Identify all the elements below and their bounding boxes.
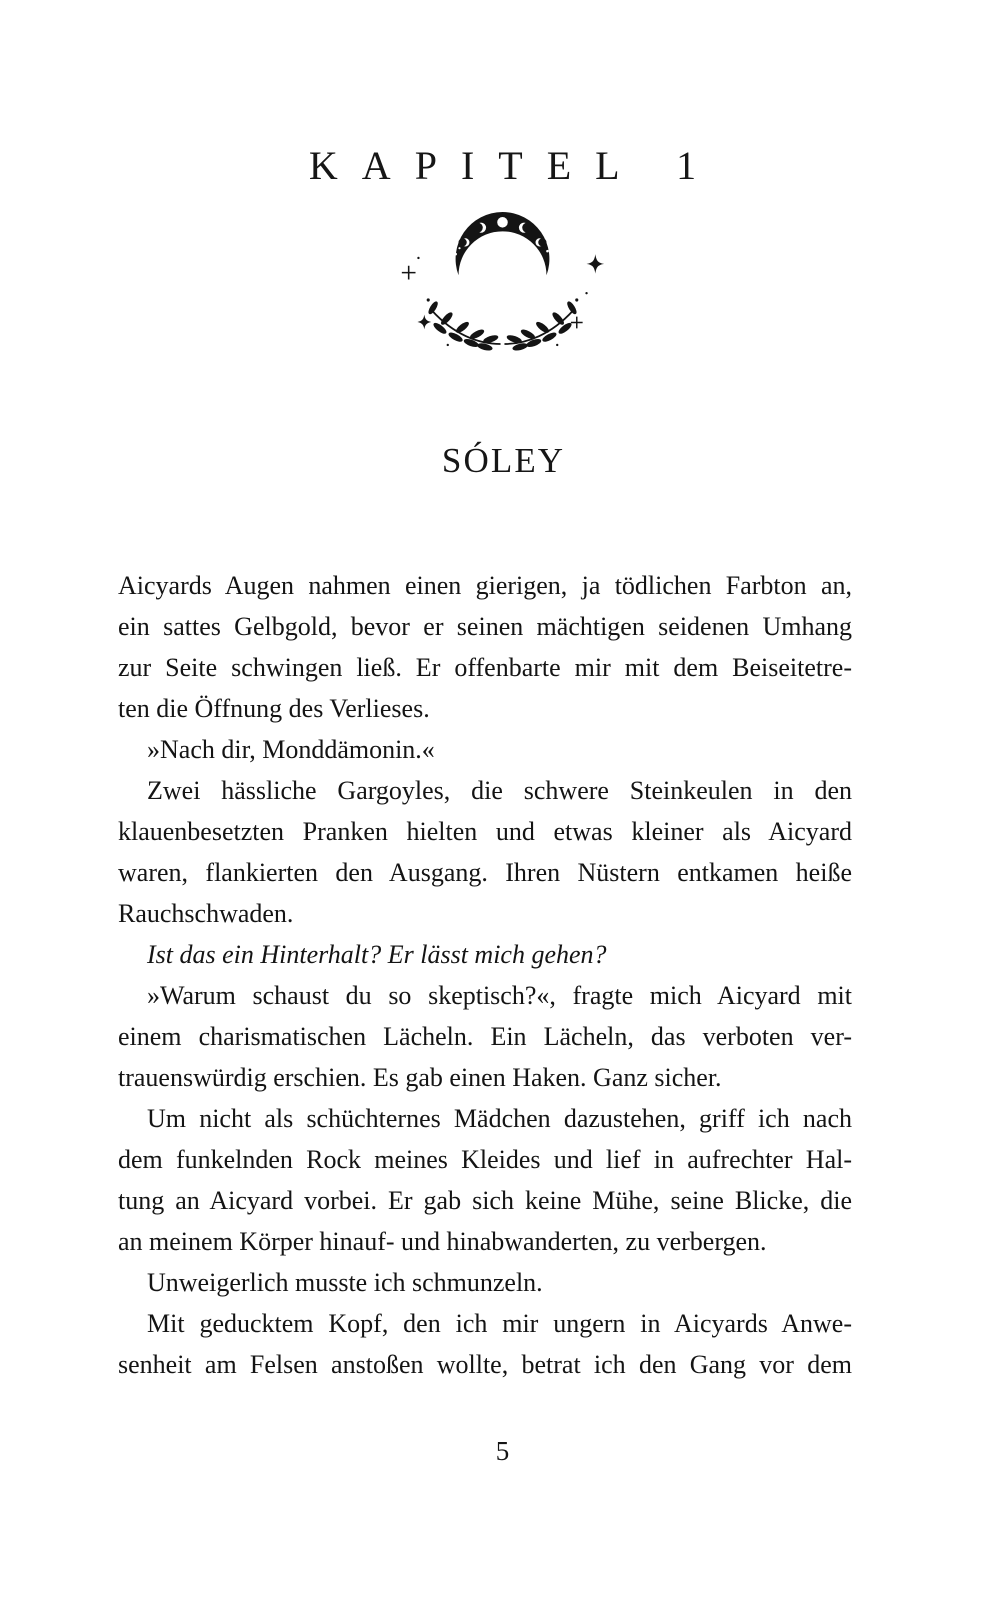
text-line: Mit geducktem Kopf, den ich mir ungern in Aicyards Anwe- [147,1309,852,1338]
laurel-branch-right-icon [504,298,578,351]
ornament-svg [395,205,610,352]
text-line: ein sattes Gelbgold, bevor er seinen mächtigen seidenen Umhang [118,612,852,641]
text-line: »Warum schaust du so skeptisch?«, fragte mich Aicyard mit [147,981,852,1010]
text-line: Ist das ein Hinterhalt? Er lässt mich gehen? [147,940,607,969]
text-line: Rauchschwaden. [118,899,294,928]
chapter-heading: KAPITEL 1 [308,143,721,188]
sparkle-plus-right-icon [571,317,583,329]
text-line: »Nach dir, Monddämonin.« [147,735,435,764]
text-line: Zwei hässliche Gargoyles, die schwere Steinkeulen in den [147,776,852,805]
sparkle-plus-left-icon [402,266,416,280]
text-line: senheit am Felsen anstoßen wollte, betrat ich den Gang vor dem [118,1350,852,1379]
text-line: klauenbesetzten Pranken hielten und etwas kleiner als Aicyard [118,817,852,846]
moon-laurel-ornament [0,205,1005,357]
text-line: tung an Aicyard vorbei. Er gab sich keine Mühe, seine Blicke, die [118,1186,852,1215]
text-line: waren, flankierten den Ausgang. Ihren Nüstern entkamen heiße [118,858,852,887]
sparkle-star-right-icon [587,254,605,274]
text-line: dem funkelnden Rock meines Kleides und lief in aufrechter Hal- [118,1145,852,1174]
text-line: trauenswürdig erschien. Es gab einen Haken. Ganz sicher. [118,1063,722,1092]
text-line: ten die Öffnung des Verlieses. [118,694,430,723]
text-line: an meinem Körper hinauf- und hinabwanderten, zu verbergen. [118,1227,767,1256]
section-title: SÓLEY [441,441,566,480]
page-number: 5 [495,1436,510,1466]
text-line: zur Seite schwingen ließ. Er offenbarte mir mit dem Beiseitetre- [118,653,852,682]
text-line: Aicyards Augen nahmen einen gierigen, ja tödlichen Farbton an, [118,571,852,600]
laurel-branch-left-icon [427,298,501,351]
text-line: einem charismatischen Lächeln. Ein Lächeln, das verboten ver- [118,1022,852,1051]
text-line: Um nicht als schüchternes Mädchen dazustehen, griff ich nach [147,1104,852,1133]
body-text [0,565,852,1385]
text-line: Unweigerlich musste ich schmunzeln. [147,1268,543,1297]
sparkle-star-left-icon [417,315,431,330]
